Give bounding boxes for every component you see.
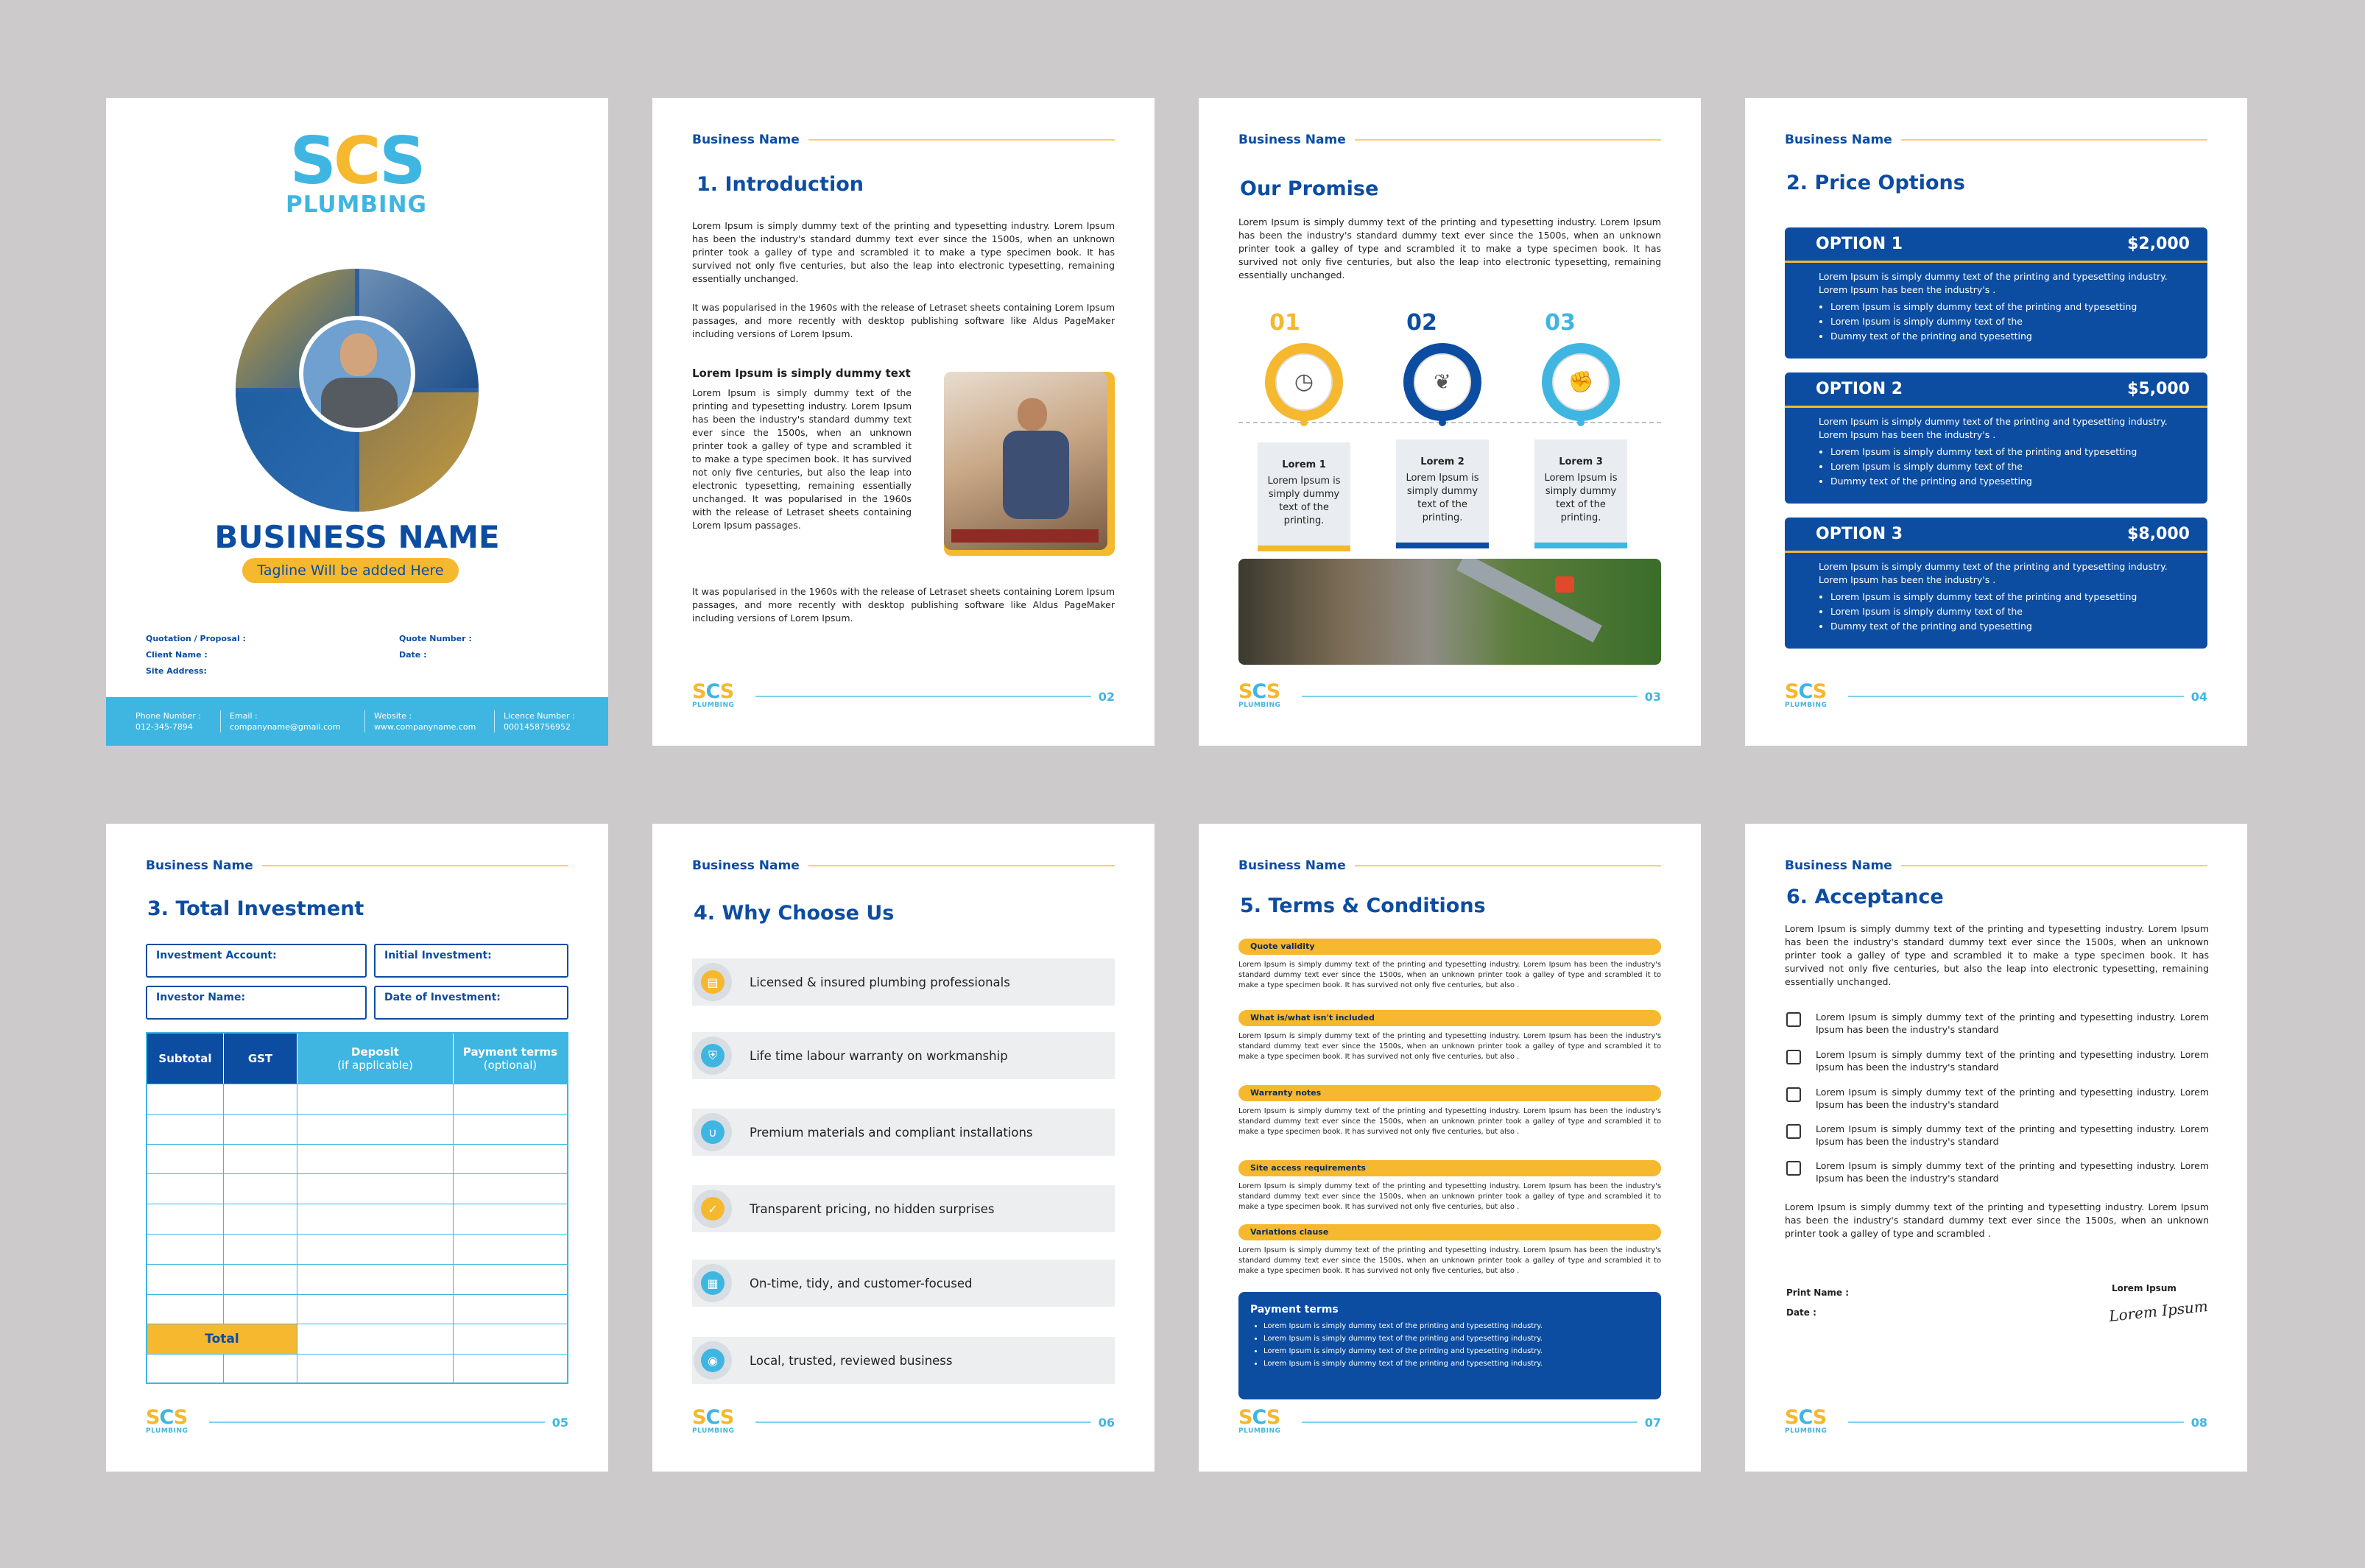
price-option-2: OPTION 2 $5,000 Lorem Ipsum is simply dummy text of the printing and typesetting industry. Lorem Ipsum has been the industry's . • Lorem Ipsum is simply dummy text of the printing and typesetting • Lorem Ipsum is simply dummy text of the • Dummy text of the printing and typesetting bbox=[1785, 372, 2207, 504]
step-card-2: Lorem 2 Lorem Ipsum is simply dummy text of the printing. bbox=[1396, 439, 1489, 543]
page-header: Business Name bbox=[1238, 858, 1661, 874]
table-cell[interactable] bbox=[454, 1204, 567, 1234]
term-heading: Quote validity bbox=[1238, 939, 1661, 955]
signature: Lorem Ipsum bbox=[2108, 1297, 2209, 1325]
table-row bbox=[147, 1114, 567, 1144]
table-cell[interactable] bbox=[297, 1235, 454, 1264]
calendar-icon: ▦ bbox=[701, 1271, 725, 1295]
term-body: Lorem Ipsum is simply dummy text of the printing and typesetting industry. Lorem Ipsum has been the industry's standard dummy text ever since the 1500s, when an unknown printer took a galley of type and scrambled it to make a type specimen book. It has survived not only five centuries, but also . bbox=[1238, 1107, 1661, 1136]
table-cell[interactable] bbox=[147, 1084, 224, 1114]
page-footer: SCS PLUMBING 07 bbox=[1238, 1406, 1661, 1435]
price-options-page bbox=[1745, 98, 2247, 746]
contact-licence: Licence Number : 0001458756952 bbox=[504, 711, 575, 732]
business-name: BUSINESS NAME bbox=[214, 519, 500, 555]
client-name-label: Client Name : bbox=[146, 650, 208, 660]
table-row bbox=[147, 1084, 567, 1114]
intro-paragraph-2: It was popularised in the 1960s with the release of Letraset sheets containing Lorem Ipsum passages, and more recently with desktop publishing software like Aldus PageMaker including versions of Lorem Ipsum. bbox=[692, 302, 1115, 339]
table-cell[interactable] bbox=[147, 1145, 224, 1174]
acceptance-paragraph-2: Lorem Ipsum is simply dummy text of the printing and typesetting industry. Lorem Ipsum has been the industry's standard dummy text ever since the 1500s, when an unknown printer took a galley of type and scrambled . bbox=[1785, 1201, 2209, 1239]
page-number: 06 bbox=[1098, 1415, 1115, 1430]
why-item: ◉ Local, trusted, reviewed business bbox=[692, 1337, 1115, 1384]
page-title: 3. Total Investment bbox=[147, 897, 364, 920]
cover-fields-left bbox=[146, 631, 246, 679]
table-cell[interactable] bbox=[147, 1295, 224, 1324]
checkbox[interactable] bbox=[1786, 1050, 1801, 1064]
table-row bbox=[147, 1354, 567, 1384]
payment-terms-box: Payment terms • Lorem Ipsum is simply dummy text of the printing and typesetting industry. • Lorem Ipsum is simply dummy text of the printing and typesetting industry. • Lorem Ipsum is simply dummy text of the printing and typesetting industry. • Lorem Ipsum is simply dummy text of the printing and typesetting industry. bbox=[1238, 1292, 1661, 1399]
terms-page bbox=[1199, 824, 1701, 1472]
why-item: ✓ Transparent pricing, no hidden surprises bbox=[692, 1185, 1115, 1232]
license-icon: ▤ bbox=[701, 970, 725, 994]
date-label: Date : bbox=[1786, 1307, 1816, 1318]
table-row bbox=[147, 1173, 567, 1204]
signer-name: Lorem Ipsum bbox=[2112, 1283, 2177, 1293]
footer-logo: SCS PLUMBING bbox=[692, 680, 735, 709]
page-footer bbox=[692, 681, 1115, 712]
table-cell[interactable] bbox=[454, 1174, 567, 1204]
table-cell[interactable] bbox=[454, 1355, 567, 1384]
page-header: Business Name bbox=[1785, 858, 2207, 874]
clock-icon: ◷ bbox=[1275, 353, 1333, 411]
table-cell[interactable] bbox=[147, 1265, 224, 1294]
page-footer: SCS PLUMBING 05 bbox=[146, 1406, 568, 1435]
term-body: Lorem Ipsum is simply dummy text of the printing and typesetting industry. Lorem Ipsum has been the industry's standard dummy text ever since the 1500s, when an unknown printer took a galley of type and scrambled it to make a type specimen book. It has survived not only five centuries, but also . bbox=[1238, 1032, 1661, 1061]
page-footer: SCS PLUMBING 03 bbox=[1238, 680, 1661, 709]
table-cell[interactable] bbox=[224, 1145, 297, 1174]
acceptance-page bbox=[1745, 824, 2247, 1472]
print-name-label: Print Name : bbox=[1786, 1288, 1850, 1298]
page-title: 1. Introduction bbox=[697, 173, 864, 196]
promise-paragraph: Lorem Ipsum is simply dummy text of the printing and typesetting industry. Lorem Ipsum has been the industry's standard dummy text ever since the 1500s, when an unknown printer took a galley of type and scrambled it to make a type specimen book. It has survived not only five centuries, but also the leap into electronic typesetting, remaining essentially unchanged. bbox=[1238, 216, 1661, 280]
table-cell[interactable] bbox=[224, 1084, 297, 1114]
table-cell[interactable] bbox=[147, 1355, 224, 1384]
page-header bbox=[692, 132, 1115, 148]
cover-photo-collage bbox=[236, 269, 479, 512]
investment-account-field[interactable]: Investment Account: bbox=[146, 944, 367, 978]
acceptance-checkbox-item[interactable]: Lorem Ipsum is simply dummy text of the printing and typesetting industry. Lorem Ipsum has been the industry's standard bbox=[1786, 1011, 2209, 1036]
location-icon: ◉ bbox=[701, 1349, 725, 1372]
table-cell[interactable] bbox=[297, 1084, 454, 1114]
table-body bbox=[147, 1084, 567, 1384]
table-cell[interactable] bbox=[454, 1324, 567, 1354]
page-number: 08 bbox=[2190, 1415, 2207, 1430]
tagline-pill: Tagline Will be added Here bbox=[242, 558, 459, 583]
checkbox[interactable] bbox=[1786, 1124, 1801, 1139]
page-number: 04 bbox=[2190, 689, 2207, 704]
table-cell[interactable] bbox=[297, 1174, 454, 1204]
page-header: Business Name bbox=[1785, 132, 2207, 148]
page-title: 6. Acceptance bbox=[1786, 886, 1944, 908]
why-item: ▤ Licensed & insured plumbing professionals bbox=[692, 958, 1115, 1006]
intro-subheading: Lorem Ipsum is simply dummy text bbox=[692, 367, 911, 380]
page-footer: SCS PLUMBING 08 bbox=[1785, 1406, 2207, 1435]
why-item: ▦ On-time, tidy, and customer-focused bbox=[692, 1260, 1115, 1307]
investment-page bbox=[106, 824, 608, 1472]
contact-email: Email : companyname@gmail.com bbox=[221, 710, 365, 732]
thumbs-up-icon: ✓ bbox=[701, 1197, 725, 1221]
why-item: ⛨ Life time labour warranty on workmanship bbox=[692, 1032, 1115, 1079]
page-title: 2. Price Options bbox=[1786, 172, 1965, 194]
acceptance-paragraph-1: Lorem Ipsum is simply dummy text of the printing and typesetting industry. Lorem Ipsum has been the industry's standard dummy text ever since the 1500s, when an unknown printer took a galley of type and scrambled it to make a type specimen book. It has survived not only five centuries, but also the leap into electronic typesetting, remaining essentially unchanged. bbox=[1785, 923, 2209, 987]
shield-icon: ⛨ bbox=[701, 1044, 725, 1067]
term-heading: Site access requirements bbox=[1238, 1160, 1661, 1176]
table-cell[interactable] bbox=[297, 1204, 454, 1234]
term-heading: Warranty notes bbox=[1238, 1085, 1661, 1101]
table-cell[interactable] bbox=[224, 1174, 297, 1204]
date-label: Date : bbox=[399, 650, 427, 660]
table-cell[interactable] bbox=[147, 1115, 224, 1144]
cover-fields-right bbox=[399, 631, 472, 663]
table-cell[interactable] bbox=[297, 1145, 454, 1174]
col-deposit: Deposit (if applicable) bbox=[297, 1034, 454, 1084]
company-logo: SCS PLUMBING bbox=[261, 129, 452, 216]
table-cell[interactable] bbox=[224, 1204, 297, 1234]
page-number: 02 bbox=[1098, 689, 1115, 704]
table-row bbox=[147, 1324, 567, 1354]
step-card-3: Lorem 3 Lorem Ipsum is simply dummy text of the printing. bbox=[1534, 439, 1627, 543]
page-number: 07 bbox=[1644, 1415, 1661, 1430]
step-card-1: Lorem 1 Lorem Ipsum is simply dummy text of the printing. bbox=[1258, 442, 1350, 545]
pipe-icon: ∪ bbox=[701, 1120, 725, 1144]
contact-website: Website : www.companyname.com bbox=[365, 710, 495, 732]
page-header: Business Name bbox=[1238, 132, 1661, 148]
table-row bbox=[147, 1264, 567, 1294]
why-choose-page bbox=[652, 824, 1155, 1472]
table-cell[interactable] bbox=[224, 1265, 297, 1294]
price-option-1: OPTION 1 $2,000 Lorem Ipsum is simply dummy text of the printing and typesetting industry. Lorem Ipsum has been the industry's . • Lorem Ipsum is simply dummy text of the printing and typesetting • Lorem Ipsum is simply dummy text of the • Dummy text of the printing and typesetting bbox=[1785, 227, 2207, 359]
table-cell[interactable] bbox=[454, 1295, 567, 1324]
intro-paragraph-1: Lorem Ipsum is simply dummy text of the printing and typesetting industry. Lorem Ipsum has been the industry's standard dummy text ever since the 1500s, when an unknown printer took a galley of type and scrambled it to make a type specimen book. It has survived not only five centuries, but also the leap into electronic typesetting, remaining essentially unchanged. bbox=[692, 220, 1115, 284]
term-body: Lorem Ipsum is simply dummy text of the printing and typesetting industry. Lorem Ipsum has been the industry's standard dummy text ever since the 1500s, when an unknown printer took a galley of type and scrambled it to make a type specimen book. It has survived not only five centuries, but also . bbox=[1238, 1182, 1661, 1211]
quotation-label: Quotation / Proposal : bbox=[146, 634, 246, 643]
page-header: Business Name bbox=[146, 858, 568, 874]
acceptance-checkbox-item[interactable]: Lorem Ipsum is simply dummy text of the printing and typesetting industry. Lorem Ipsum has been the industry's standard bbox=[1786, 1048, 2209, 1073]
site-address-label: Site Address: bbox=[146, 666, 207, 676]
initial-investment-field[interactable]: Initial Investment: bbox=[374, 944, 568, 978]
quote-number-label: Quote Number : bbox=[399, 634, 472, 643]
term-body: Lorem Ipsum is simply dummy text of the printing and typesetting industry. Lorem Ipsum has been the industry's standard dummy text ever since the 1500s, when an unknown printer took a galley of type and scrambled it to make a type specimen book. It has survived not only five centuries, but also . bbox=[1238, 1246, 1661, 1275]
page-footer: SCS PLUMBING 06 bbox=[692, 1406, 1115, 1435]
table-cell[interactable] bbox=[224, 1235, 297, 1264]
table-cell[interactable] bbox=[454, 1265, 567, 1294]
why-item: ∪ Premium materials and compliant installations bbox=[692, 1109, 1115, 1156]
page-title: Our Promise bbox=[1240, 177, 1379, 200]
page-footer: SCS PLUMBING 04 bbox=[1785, 680, 2207, 709]
acceptance-checkbox-item[interactable]: Lorem Ipsum is simply dummy text of the printing and typesetting industry. Lorem Ipsum has been the industry's standard bbox=[1786, 1159, 2209, 1184]
table-row bbox=[147, 1234, 567, 1264]
col-gst: GST bbox=[224, 1034, 297, 1084]
table-cell[interactable] bbox=[224, 1355, 297, 1384]
checkbox[interactable] bbox=[1786, 1161, 1801, 1176]
introduction-page bbox=[652, 98, 1155, 746]
contact-bar bbox=[106, 697, 608, 746]
promise-page: Business Name Our Promise Lorem Ipsum is simply dummy text of the printing and typesetting industry. Lorem Ipsum has been the industry's standard dummy text ever since the 1500s, when an unknown printer took a galley of type and scrambled it to make a type specimen book. It has survived not only five centuries, but also the leap into electronic typesetting, remaining essentially unchanged. 01 ◷ Lorem 1 Lorem Ipsum is simply dummy text of the printing. 02 ❦ Lorem 2 Lorem Ipsum is simply dummy text of the printing. 03 ✊ Lorem 3 Lorem Ipsum is simply dummy text of the printing. SCS PLUMBING 03 bbox=[1199, 98, 1701, 746]
cover-page bbox=[106, 98, 608, 746]
investor-name-field[interactable]: Investor Name: bbox=[146, 986, 367, 1020]
table-row bbox=[147, 1204, 567, 1234]
table-cell[interactable] bbox=[297, 1295, 454, 1324]
term-body: Lorem Ipsum is simply dummy text of the printing and typesetting industry. Lorem Ipsum has been the industry's standard dummy text ever since the 1500s, when an unknown printer took a galley of type and scrambled it to make a type specimen book. It has survived not only five centuries, but also . bbox=[1238, 961, 1661, 989]
page-title: 4. Why Choose Us bbox=[694, 902, 895, 925]
muscle-icon: ✊ bbox=[1552, 353, 1610, 411]
checkbox[interactable] bbox=[1786, 1087, 1801, 1102]
investment-date-field[interactable]: Date of Investment: bbox=[374, 986, 568, 1020]
table-cell[interactable] bbox=[454, 1145, 567, 1174]
table-cell[interactable] bbox=[297, 1265, 454, 1294]
table-cell[interactable] bbox=[454, 1084, 567, 1114]
col-payment-terms: Payment terms (optional) bbox=[454, 1034, 567, 1084]
page-title: 5. Terms & Conditions bbox=[1240, 894, 1486, 917]
page-header: Business Name bbox=[692, 858, 1115, 874]
checkbox[interactable] bbox=[1786, 1012, 1801, 1027]
col-subtotal: Subtotal bbox=[147, 1034, 224, 1084]
table-row bbox=[147, 1144, 567, 1174]
table-cell[interactable] bbox=[297, 1324, 454, 1354]
acceptance-checkbox-item[interactable]: Lorem Ipsum is simply dummy text of the printing and typesetting industry. Lorem Ipsum has been the industry's standard bbox=[1786, 1086, 2209, 1111]
table-cell[interactable] bbox=[454, 1115, 567, 1144]
acceptance-checkbox-item[interactable]: Lorem Ipsum is simply dummy text of the printing and typesetting industry. Lorem Ipsum has been the industry's standard bbox=[1786, 1123, 2209, 1148]
price-option-3: OPTION 3 $8,000 Lorem Ipsum is simply dummy text of the printing and typesetting industry. Lorem Ipsum has been the industry's . • Lorem Ipsum is simply dummy text of the printing and typesetting • Lorem Ipsum is simply dummy text of the • Dummy text of the printing and typesetting bbox=[1785, 518, 2207, 649]
logo-text: PLUMBING bbox=[286, 191, 427, 218]
page-number: 05 bbox=[551, 1415, 568, 1430]
plumber-photo bbox=[944, 372, 1115, 556]
table-cell[interactable] bbox=[147, 1174, 224, 1204]
contact-phone: Phone Number : 012-345-7894 bbox=[135, 710, 221, 732]
table-cell[interactable] bbox=[224, 1115, 297, 1144]
table-cell[interactable] bbox=[147, 1204, 224, 1234]
table-row bbox=[147, 1294, 567, 1324]
intro-paragraph-4: It was popularised in the 1960s with the release of Letraset sheets containing Lorem Ipsum passages, and more recently with desktop publishing software like Aldus PageMaker including versions of Lorem Ipsum. bbox=[692, 586, 1115, 624]
table-cell[interactable] bbox=[297, 1355, 454, 1384]
table-cell[interactable] bbox=[297, 1115, 454, 1144]
leaf-icon: ❦ bbox=[1414, 353, 1471, 411]
investment-table bbox=[146, 1032, 568, 1384]
page-number: 03 bbox=[1644, 689, 1661, 704]
term-heading: What is/what isn't included bbox=[1238, 1010, 1661, 1026]
table-cell[interactable] bbox=[224, 1295, 297, 1324]
term-heading: Variations clause bbox=[1238, 1224, 1661, 1240]
intro-paragraph-3: Lorem Ipsum is simply dummy text of the printing and typesetting industry. Lorem Ipsum has been the industry's standard dummy text ever since the 1500s, when an unknown printer took a galley of type and scrambled it to make a type specimen book. It has survived not only five centuries, but also the leap into electronic typesetting, remaining essentially unchanged. It was popularised in the 1960s with the release of Letraset sheets containing Lorem Ipsum passages. bbox=[692, 387, 912, 531]
table-cell[interactable] bbox=[147, 1235, 224, 1264]
total-label: Total bbox=[147, 1324, 297, 1354]
table-cell[interactable] bbox=[454, 1235, 567, 1264]
header-business-name: Business Name bbox=[692, 133, 800, 147]
pipe-work-photo bbox=[1238, 559, 1661, 665]
sign-fields bbox=[1786, 1283, 1849, 1323]
